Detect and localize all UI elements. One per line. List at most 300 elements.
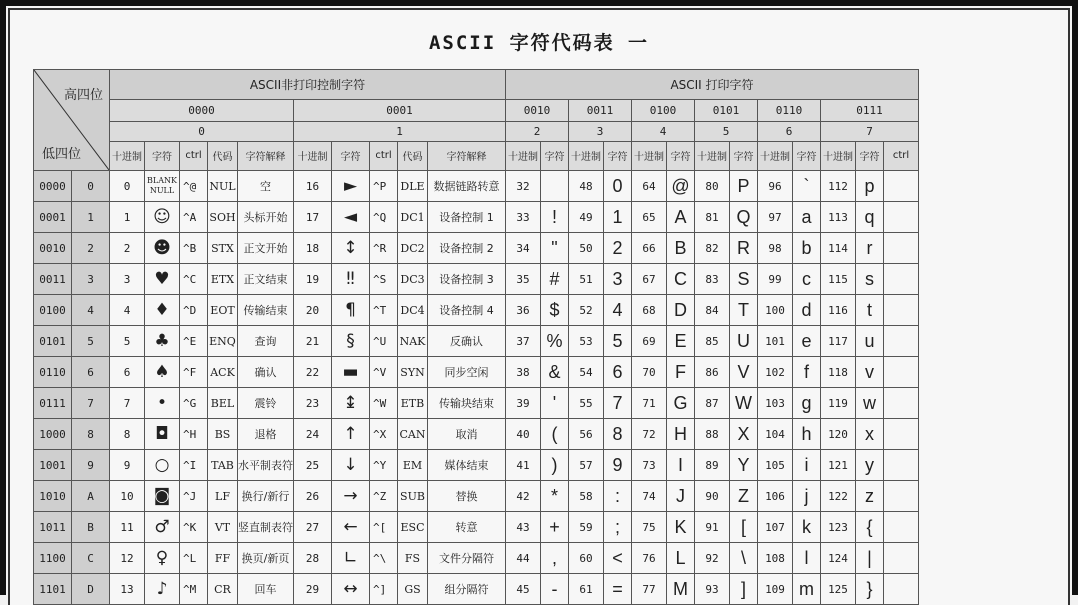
cell-dec: 100 bbox=[758, 295, 793, 326]
row-low-hex: 1 bbox=[72, 202, 110, 233]
cell-char: K bbox=[667, 512, 695, 543]
cell-ctrl bbox=[884, 295, 919, 326]
cell-ctrl: ^K bbox=[180, 512, 208, 543]
cell-meaning: 传输结束 bbox=[238, 295, 294, 326]
col-header-dec: 十进制 bbox=[758, 141, 793, 170]
cell-ctrl bbox=[884, 357, 919, 388]
cell-ctrl: ^H bbox=[180, 419, 208, 450]
table-row bbox=[34, 419, 919, 450]
row-low-hex: 3 bbox=[72, 264, 110, 295]
cell-ctrl bbox=[884, 388, 919, 419]
cell-char: E bbox=[667, 326, 695, 357]
high-bin-header: 0000 bbox=[110, 100, 294, 122]
cell-ctrl: ^[ bbox=[370, 512, 398, 543]
cell-char: D bbox=[667, 295, 695, 326]
cell-dec: 26 bbox=[294, 481, 332, 512]
col-header-dec: 十进制 bbox=[569, 141, 604, 170]
cell-dec: 85 bbox=[695, 326, 730, 357]
cell-meaning: 正文开始 bbox=[238, 233, 294, 264]
cell-dec: 72 bbox=[632, 419, 667, 450]
cell-dec: 3 bbox=[110, 264, 145, 295]
cell-meaning: 文件分隔符 bbox=[428, 543, 506, 574]
cell-char: c bbox=[793, 264, 821, 295]
cell-meaning: 回车 bbox=[238, 574, 294, 605]
cell-ctrl bbox=[884, 450, 919, 481]
cell-meaning: 退格 bbox=[238, 419, 294, 450]
cell-dec: 17 bbox=[294, 202, 332, 233]
cell-char: A bbox=[667, 202, 695, 233]
cell-char: q bbox=[856, 202, 884, 233]
cell-meaning: 媒体结束 bbox=[428, 450, 506, 481]
cell-char: " bbox=[541, 233, 569, 264]
col-header-code: 代码 bbox=[208, 141, 238, 170]
cell-dec: 86 bbox=[695, 357, 730, 388]
cell-meaning: 正文结束 bbox=[238, 264, 294, 295]
cell-dec: 55 bbox=[569, 388, 604, 419]
cell-dec: 99 bbox=[758, 264, 793, 295]
cell-char: g bbox=[793, 388, 821, 419]
col-header-dec: 十进制 bbox=[821, 141, 856, 170]
cell-char: , bbox=[541, 543, 569, 574]
cell-char: S bbox=[730, 264, 758, 295]
cell-char: % bbox=[541, 326, 569, 357]
cell-meaning: 同步空闲 bbox=[428, 357, 506, 388]
cell-meaning: 查询 bbox=[238, 326, 294, 357]
cell-char: ☺ bbox=[145, 202, 180, 233]
high-dec-header: 5 bbox=[695, 122, 758, 142]
col-header-code: 代码 bbox=[398, 141, 428, 170]
cell-ctrl: ^A bbox=[180, 202, 208, 233]
cell-dec: 116 bbox=[821, 295, 856, 326]
cell-code: DC1 bbox=[398, 202, 428, 233]
cell-meaning: 设备控制 2 bbox=[428, 233, 506, 264]
cell-meaning: 水平制表符 bbox=[238, 450, 294, 481]
cell-char: | bbox=[856, 543, 884, 574]
cell-ctrl bbox=[884, 264, 919, 295]
cell-code: DC2 bbox=[398, 233, 428, 264]
row-low-bin: 0110 bbox=[34, 357, 72, 388]
cell-char: ▬ bbox=[332, 357, 370, 388]
cell-dec: 73 bbox=[632, 450, 667, 481]
cell-char: ∟ bbox=[332, 543, 370, 574]
row-low-bin: 1011 bbox=[34, 512, 72, 543]
cell-dec: 48 bbox=[569, 171, 604, 202]
cell-char: t bbox=[856, 295, 884, 326]
group-print-header: ASCII 打印字符 bbox=[506, 70, 919, 100]
cell-char: ↑ bbox=[332, 419, 370, 450]
cell-dec: 12 bbox=[110, 543, 145, 574]
high-dec-header: 7 bbox=[821, 122, 919, 142]
cell-dec: 20 bbox=[294, 295, 332, 326]
cell-meaning: 取消 bbox=[428, 419, 506, 450]
cell-char: # bbox=[541, 264, 569, 295]
cell-char: ♀ bbox=[145, 543, 180, 574]
cell-dec: 119 bbox=[821, 388, 856, 419]
cell-char: b bbox=[793, 233, 821, 264]
cell-char: + bbox=[541, 512, 569, 543]
row-low-bin: 1000 bbox=[34, 419, 72, 450]
cell-meaning: 震铃 bbox=[238, 388, 294, 419]
cell-code: DC4 bbox=[398, 295, 428, 326]
table-row bbox=[34, 171, 919, 202]
cell-ctrl bbox=[884, 171, 919, 202]
row-low-bin: 1100 bbox=[34, 543, 72, 574]
cell-dec: 74 bbox=[632, 481, 667, 512]
cell-char: ► bbox=[332, 171, 370, 202]
cell-char: C bbox=[667, 264, 695, 295]
cell-char: ◘ bbox=[145, 419, 180, 450]
cell-char: : bbox=[604, 481, 632, 512]
cell-dec: 36 bbox=[506, 295, 541, 326]
cell-char: 1 bbox=[604, 202, 632, 233]
cell-char: < bbox=[604, 543, 632, 574]
cell-char: ○ bbox=[145, 450, 180, 481]
col-header-char: 字符 bbox=[541, 141, 569, 170]
row-low-bin: 0000 bbox=[34, 171, 72, 202]
cell-char: ; bbox=[604, 512, 632, 543]
cell-meaning: 转意 bbox=[428, 512, 506, 543]
cell-dec: 53 bbox=[569, 326, 604, 357]
cell-ctrl: ^Q bbox=[370, 202, 398, 233]
cell-ctrl bbox=[884, 574, 919, 605]
cell-meaning: 确认 bbox=[238, 357, 294, 388]
row-low-hex: 5 bbox=[72, 326, 110, 357]
table-row bbox=[34, 388, 919, 419]
table-row bbox=[34, 357, 919, 388]
high-bin-header: 0010 bbox=[506, 100, 569, 122]
cell-code: STX bbox=[208, 233, 238, 264]
cell-char: f bbox=[793, 357, 821, 388]
cell-ctrl: ^C bbox=[180, 264, 208, 295]
cell-char: ♣ bbox=[145, 326, 180, 357]
cell-code: SUB bbox=[398, 481, 428, 512]
cell-ctrl: ^U bbox=[370, 326, 398, 357]
cell-meaning: 传输块结束 bbox=[428, 388, 506, 419]
cell-char: G bbox=[667, 388, 695, 419]
cell-char: • bbox=[145, 388, 180, 419]
cell-dec: 23 bbox=[294, 388, 332, 419]
cell-dec: 91 bbox=[695, 512, 730, 543]
cell-meaning: 数据链路转意 bbox=[428, 171, 506, 202]
cell-code: ETX bbox=[208, 264, 238, 295]
cell-meaning: 换行/新行 bbox=[238, 481, 294, 512]
cell-dec: 54 bbox=[569, 357, 604, 388]
cell-dec: 118 bbox=[821, 357, 856, 388]
group-nonprint-header: ASCII非打印控制字符 bbox=[110, 70, 506, 100]
cell-dec: 18 bbox=[294, 233, 332, 264]
cell-code: CR bbox=[208, 574, 238, 605]
cell-code: SYN bbox=[398, 357, 428, 388]
cell-dec: 122 bbox=[821, 481, 856, 512]
col-header-dec: 十进制 bbox=[506, 141, 541, 170]
cell-dec: 68 bbox=[632, 295, 667, 326]
cell-char: M bbox=[667, 574, 695, 605]
row-low-bin: 1101 bbox=[34, 574, 72, 605]
row-low-bin: 1010 bbox=[34, 481, 72, 512]
cell-ctrl bbox=[884, 326, 919, 357]
cell-dec: 114 bbox=[821, 233, 856, 264]
cell-char: d bbox=[793, 295, 821, 326]
cell-char: → bbox=[332, 481, 370, 512]
cell-dec: 112 bbox=[821, 171, 856, 202]
cell-dec: 1 bbox=[110, 202, 145, 233]
cell-meaning: 设备控制 1 bbox=[428, 202, 506, 233]
cell-ctrl: ^T bbox=[370, 295, 398, 326]
cell-code: CAN bbox=[398, 419, 428, 450]
cell-dec: 123 bbox=[821, 512, 856, 543]
cell-code: SOH bbox=[208, 202, 238, 233]
cell-char: s bbox=[856, 264, 884, 295]
cell-char: y bbox=[856, 450, 884, 481]
cell-dec: 6 bbox=[110, 357, 145, 388]
cell-ctrl: ^J bbox=[180, 481, 208, 512]
cell-char: 7 bbox=[604, 388, 632, 419]
cell-dec: 83 bbox=[695, 264, 730, 295]
cell-char: ♂ bbox=[145, 512, 180, 543]
cell-dec: 35 bbox=[506, 264, 541, 295]
cell-dec: 11 bbox=[110, 512, 145, 543]
cell-char: T bbox=[730, 295, 758, 326]
high-dec-header: 1 bbox=[294, 122, 506, 142]
cell-dec: 106 bbox=[758, 481, 793, 512]
cell-dec: 13 bbox=[110, 574, 145, 605]
cell-dec: 4 bbox=[110, 295, 145, 326]
cell-dec: 9 bbox=[110, 450, 145, 481]
row-low-hex: 7 bbox=[72, 388, 110, 419]
cell-ctrl bbox=[884, 419, 919, 450]
col-header-char: 字符 bbox=[604, 141, 632, 170]
high-bin-header: 0110 bbox=[758, 100, 821, 122]
cell-code: DC3 bbox=[398, 264, 428, 295]
cell-dec: 125 bbox=[821, 574, 856, 605]
cell-code: BS bbox=[208, 419, 238, 450]
cell-dec: 28 bbox=[294, 543, 332, 574]
cell-char: ) bbox=[541, 450, 569, 481]
cell-dec: 7 bbox=[110, 388, 145, 419]
cell-dec: 43 bbox=[506, 512, 541, 543]
cell-dec: 80 bbox=[695, 171, 730, 202]
cell-dec: 21 bbox=[294, 326, 332, 357]
cell-dec: 75 bbox=[632, 512, 667, 543]
cell-char: P bbox=[730, 171, 758, 202]
table-row bbox=[34, 264, 919, 295]
cell-dec: 64 bbox=[632, 171, 667, 202]
cell-char: V bbox=[730, 357, 758, 388]
cell-char: ‼ bbox=[332, 264, 370, 295]
cell-char: § bbox=[332, 326, 370, 357]
cell-meaning: 空 bbox=[238, 171, 294, 202]
cell-dec: 41 bbox=[506, 450, 541, 481]
col-header-meaning: 字符解释 bbox=[238, 141, 294, 170]
cell-ctrl: ^Y bbox=[370, 450, 398, 481]
row-low-hex: D bbox=[72, 574, 110, 605]
col-header-char: 字符 bbox=[667, 141, 695, 170]
cell-dec: 101 bbox=[758, 326, 793, 357]
cell-ctrl: ^F bbox=[180, 357, 208, 388]
cell-char: ↔ bbox=[332, 574, 370, 605]
cell-char: ◙ bbox=[145, 481, 180, 512]
cell-dec: 24 bbox=[294, 419, 332, 450]
cell-ctrl: ^S bbox=[370, 264, 398, 295]
cell-code: DLE bbox=[398, 171, 428, 202]
corner-low-label: 低四位 bbox=[42, 147, 82, 162]
cell-char: ` bbox=[793, 171, 821, 202]
cell-dec: 76 bbox=[632, 543, 667, 574]
cell-ctrl: ^] bbox=[370, 574, 398, 605]
row-low-hex: 9 bbox=[72, 450, 110, 481]
col-header-ctrl: ctrl bbox=[884, 141, 919, 170]
cell-char: ☻ bbox=[145, 233, 180, 264]
cell-dec: 102 bbox=[758, 357, 793, 388]
cell-dec: 93 bbox=[695, 574, 730, 605]
cell-dec: 44 bbox=[506, 543, 541, 574]
cell-dec: 49 bbox=[569, 202, 604, 233]
cell-char: h bbox=[793, 419, 821, 450]
row-low-hex: 2 bbox=[72, 233, 110, 264]
cell-dec: 67 bbox=[632, 264, 667, 295]
cell-dec: 0 bbox=[110, 171, 145, 202]
row-low-hex: 6 bbox=[72, 357, 110, 388]
cell-char: L bbox=[667, 543, 695, 574]
cell-char: m bbox=[793, 574, 821, 605]
cell-char: { bbox=[856, 512, 884, 543]
cell-dec: 97 bbox=[758, 202, 793, 233]
cell-dec: 65 bbox=[632, 202, 667, 233]
cell-dec: 66 bbox=[632, 233, 667, 264]
cell-dec: 124 bbox=[821, 543, 856, 574]
cell-char: 8 bbox=[604, 419, 632, 450]
cell-dec: 109 bbox=[758, 574, 793, 605]
cell-char: ↨ bbox=[332, 388, 370, 419]
cell-char: R bbox=[730, 233, 758, 264]
table-row bbox=[34, 233, 919, 264]
cell-char: F bbox=[667, 357, 695, 388]
cell-dec: 115 bbox=[821, 264, 856, 295]
col-header-dec: 十进制 bbox=[110, 141, 145, 170]
cell-char: p bbox=[856, 171, 884, 202]
cell-char: Y bbox=[730, 450, 758, 481]
cell-ctrl: ^\ bbox=[370, 543, 398, 574]
cell-code: LF bbox=[208, 481, 238, 512]
cell-code: ACK bbox=[208, 357, 238, 388]
table-row bbox=[34, 543, 919, 574]
corner-high-label: 高四位 bbox=[63, 88, 103, 103]
cell-char: Z bbox=[730, 481, 758, 512]
cell-ctrl: ^V bbox=[370, 357, 398, 388]
cell-dec: 45 bbox=[506, 574, 541, 605]
cell-char: } bbox=[856, 574, 884, 605]
cell-code: VT bbox=[208, 512, 238, 543]
cell-char: r bbox=[856, 233, 884, 264]
cell-dec: 61 bbox=[569, 574, 604, 605]
col-header-ctrl: ctrl bbox=[180, 141, 208, 170]
row-low-hex: B bbox=[72, 512, 110, 543]
cell-dec: 22 bbox=[294, 357, 332, 388]
cell-char: 9 bbox=[604, 450, 632, 481]
cell-char: @ bbox=[667, 171, 695, 202]
cell-char: - bbox=[541, 574, 569, 605]
cell-dec: 92 bbox=[695, 543, 730, 574]
cell-ctrl: ^@ bbox=[180, 171, 208, 202]
page-title: ASCII 字符代码表 一 bbox=[428, 32, 650, 54]
cell-char: ¶ bbox=[332, 295, 370, 326]
cell-dec: 105 bbox=[758, 450, 793, 481]
cell-char: x bbox=[856, 419, 884, 450]
high-bin-header: 0111 bbox=[821, 100, 919, 122]
cell-meaning: 组分隔符 bbox=[428, 574, 506, 605]
cell-dec: 84 bbox=[695, 295, 730, 326]
cell-dec: 98 bbox=[758, 233, 793, 264]
cell-dec: 108 bbox=[758, 543, 793, 574]
cell-code: NAK bbox=[398, 326, 428, 357]
cell-char: \ bbox=[730, 543, 758, 574]
cell-meaning: 头标开始 bbox=[238, 202, 294, 233]
cell-meaning: 竖直制表符 bbox=[238, 512, 294, 543]
cell-dec: 2 bbox=[110, 233, 145, 264]
table-row bbox=[34, 481, 919, 512]
cell-dec: 34 bbox=[506, 233, 541, 264]
high-dec-header: 2 bbox=[506, 122, 569, 142]
row-low-bin: 0111 bbox=[34, 388, 72, 419]
row-low-hex: 8 bbox=[72, 419, 110, 450]
cell-dec: 51 bbox=[569, 264, 604, 295]
cell-dec: 10 bbox=[110, 481, 145, 512]
cell-ctrl: ^W bbox=[370, 388, 398, 419]
row-low-hex: 0 bbox=[72, 171, 110, 202]
cell-code: EOT bbox=[208, 295, 238, 326]
cell-char: * bbox=[541, 481, 569, 512]
row-low-bin: 0011 bbox=[34, 264, 72, 295]
cell-dec: 121 bbox=[821, 450, 856, 481]
cell-dec: 40 bbox=[506, 419, 541, 450]
cell-char: Q bbox=[730, 202, 758, 233]
cell-dec: 5 bbox=[110, 326, 145, 357]
cell-ctrl: ^Z bbox=[370, 481, 398, 512]
cell-char: ♦ bbox=[145, 295, 180, 326]
cell-ctrl bbox=[884, 233, 919, 264]
cell-char: j bbox=[793, 481, 821, 512]
cell-dec: 103 bbox=[758, 388, 793, 419]
row-low-hex: A bbox=[72, 481, 110, 512]
cell-dec: 59 bbox=[569, 512, 604, 543]
cell-dec: 71 bbox=[632, 388, 667, 419]
cell-char: 5 bbox=[604, 326, 632, 357]
cell-dec: 33 bbox=[506, 202, 541, 233]
cell-dec: 77 bbox=[632, 574, 667, 605]
cell-char: u bbox=[856, 326, 884, 357]
cell-ctrl: ^G bbox=[180, 388, 208, 419]
cell-char: 0 bbox=[604, 171, 632, 202]
cell-dec: 57 bbox=[569, 450, 604, 481]
cell-dec: 19 bbox=[294, 264, 332, 295]
cell-ctrl bbox=[884, 512, 919, 543]
cell-meaning: 换页/新页 bbox=[238, 543, 294, 574]
cell-meaning: 设备控制 3 bbox=[428, 264, 506, 295]
cell-ctrl: ^R bbox=[370, 233, 398, 264]
row-low-bin: 1001 bbox=[34, 450, 72, 481]
cell-dec: 120 bbox=[821, 419, 856, 450]
cell-char: 6 bbox=[604, 357, 632, 388]
table-row bbox=[34, 512, 919, 543]
cell-char: U bbox=[730, 326, 758, 357]
row-low-bin: 0101 bbox=[34, 326, 72, 357]
cell-dec: 50 bbox=[569, 233, 604, 264]
cell-char: ( bbox=[541, 419, 569, 450]
cell-dec: 60 bbox=[569, 543, 604, 574]
cell-char: l bbox=[793, 543, 821, 574]
cell-char: $ bbox=[541, 295, 569, 326]
col-header-meaning: 字符解释 bbox=[428, 141, 506, 170]
